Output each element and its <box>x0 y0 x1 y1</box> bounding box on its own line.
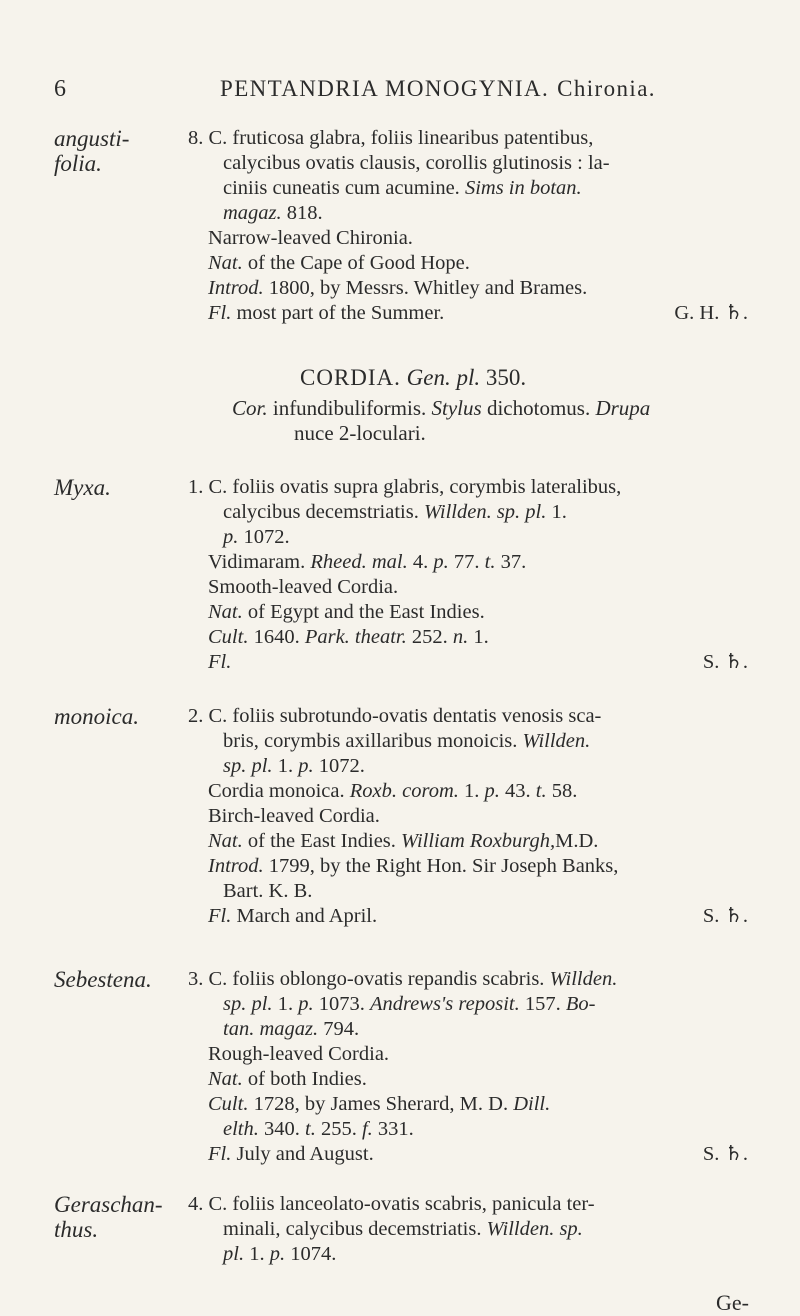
label: p. <box>269 1243 286 1265</box>
text: of both Indies. <box>242 1068 367 1090</box>
margin-note-sebestena: Sebestena. <box>54 967 152 992</box>
margin-note-angustifolia <box>54 126 184 176</box>
label: t. <box>535 780 547 802</box>
entry-line <box>188 1117 768 1142</box>
label: Nat. <box>208 252 243 274</box>
text: March and April. <box>231 905 378 927</box>
entry-line <box>188 600 768 625</box>
text: of the Cape of Good Hope. <box>242 252 470 274</box>
text: bris, corymbis axillaribus monoicis. <box>223 730 523 752</box>
entry-4-geraschanthus <box>188 1192 768 1267</box>
label: p. <box>223 526 239 548</box>
entry-line <box>188 904 768 929</box>
label: Stylus <box>431 396 482 420</box>
text: M.D. <box>555 830 599 852</box>
text: 157. <box>519 993 566 1015</box>
citation: Willden. <box>522 730 591 752</box>
text: 4. <box>407 551 434 573</box>
entry-line <box>188 1017 768 1042</box>
citation: tan. magaz. <box>223 1018 319 1040</box>
entry-line <box>188 1142 768 1167</box>
citation: Park. theatr. <box>304 626 407 648</box>
text: dichotomus. <box>481 396 596 420</box>
entry-2-monoica <box>188 704 768 929</box>
entry-line <box>188 1092 768 1117</box>
entry-line: 4. C. foliis lanceolato-ovatis scabris, panicula ter- <box>188 1193 595 1215</box>
entry-line <box>188 550 768 575</box>
entry-line <box>188 251 768 276</box>
entry-line <box>188 301 768 326</box>
label: p. <box>433 551 449 573</box>
text: most part of the Summer. <box>231 302 445 324</box>
habitat-symbol: S. ♄. <box>702 651 748 673</box>
citation: sp. pl. <box>223 755 273 777</box>
genus-definition <box>232 396 772 446</box>
label: n. <box>452 626 469 648</box>
label: Introd. <box>208 277 264 299</box>
running-title-text: PENTANDRIA MONOGYNIA. <box>220 76 550 101</box>
text: 77. <box>448 551 485 573</box>
entry-line <box>188 779 768 804</box>
text: infundibuliformis. <box>267 396 432 420</box>
entry-line <box>188 176 768 201</box>
label: Nat. <box>208 830 243 852</box>
citation: elth. <box>223 1118 259 1140</box>
text: 1. <box>458 780 485 802</box>
citation: Sims in botan. <box>464 177 582 199</box>
citation: Willden. sp. <box>486 1218 583 1240</box>
habitat-symbol: S. ♄. <box>702 1143 748 1165</box>
entry-line <box>188 754 768 779</box>
common-name: Smooth-leaved Cordia. <box>208 576 399 598</box>
entry-line <box>188 854 768 879</box>
entry-line: 1. C. foliis ovatis supra glabris, corymbis lateralibus, <box>188 476 622 498</box>
entry-line <box>188 1067 768 1092</box>
entry-line: 2. C. foliis subrotundo-ovatis dentatis venosis sca- <box>188 705 602 727</box>
habitat-symbol: G. H. ♄. <box>674 302 748 324</box>
margin-note-monoica: monoica. <box>54 704 139 729</box>
label: p. <box>484 780 500 802</box>
text: of the East Indies. <box>242 830 402 852</box>
text: 1. <box>244 1243 270 1265</box>
entry-line <box>188 829 768 854</box>
common-name: Rough-leaved Cordia. <box>208 1043 390 1065</box>
genus-heading <box>300 365 526 391</box>
text: of Egypt and the East Indies. <box>242 601 485 623</box>
text: 1728, by James Sherard, M. D. <box>248 1093 514 1115</box>
citation: Rheed. mal. <box>310 551 408 573</box>
label: f. <box>361 1118 373 1140</box>
margin-note-myxa: Myxa. <box>54 475 111 500</box>
entry-line <box>188 967 768 992</box>
entry-line <box>188 525 768 550</box>
entry-line <box>188 500 768 525</box>
label: p. <box>298 993 314 1015</box>
label: Cor. <box>232 396 268 420</box>
label: Cult. <box>208 626 249 648</box>
citation: Andrews's reposit. <box>369 993 520 1015</box>
page-header <box>0 72 800 108</box>
label: Cult. <box>208 1093 249 1115</box>
entry-line <box>188 276 768 301</box>
text: 1. <box>546 501 567 523</box>
text: 1072. <box>313 755 365 777</box>
text: 818. <box>281 202 323 224</box>
entry-line <box>188 201 768 226</box>
text: Vidimaram. <box>208 551 311 573</box>
person-name: William Roxburgh, <box>401 830 556 852</box>
entry-3-sebestena <box>188 967 768 1167</box>
common-name: Narrow-leaved Chironia. <box>208 227 413 249</box>
text: 37. <box>495 551 527 573</box>
label: Nat. <box>208 1068 243 1090</box>
entry-line: 8. C. fruticosa glabra, foliis linearibus patentibus, <box>188 127 594 149</box>
label: t. <box>484 551 496 573</box>
text: Cordia monoica. <box>208 780 350 802</box>
entry-line <box>188 1217 768 1242</box>
habitat-symbol: S. ♄. <box>702 905 748 927</box>
text: 1640. <box>248 626 305 648</box>
text: 340. <box>258 1118 305 1140</box>
margin-note-geraschanthus <box>54 1192 184 1242</box>
citation: magaz. <box>223 202 282 224</box>
entry-line: Bart. K. B. <box>223 880 313 902</box>
citation: pl. <box>223 1243 245 1265</box>
citation: Bo- <box>565 993 596 1015</box>
genus-name: CORDIA. <box>300 365 401 390</box>
page-number: 6 <box>54 76 66 102</box>
entry-8-angustifolia <box>188 126 768 326</box>
label: p. <box>298 755 314 777</box>
margin-note-line: Geraschan- <box>54 1192 163 1217</box>
text: 1. <box>272 755 299 777</box>
entry-line <box>188 1242 768 1267</box>
text: ciniis cuneatis cum acumine. <box>223 177 460 199</box>
entry-line <box>188 992 768 1017</box>
running-genus: Chironia. <box>557 76 656 101</box>
text: 1800, by Messrs. Whitley and Brames. <box>263 277 588 299</box>
label: Drupa <box>595 396 651 420</box>
label: Fl. <box>208 302 232 324</box>
entry-1-myxa <box>188 475 768 675</box>
citation: Roxb. corom. <box>349 780 459 802</box>
citation: Dill. <box>513 1093 551 1115</box>
text: 331. <box>372 1118 414 1140</box>
running-title <box>220 76 656 102</box>
catchword: Ge- <box>716 1290 749 1315</box>
text: July and August. <box>231 1143 374 1165</box>
margin-note-line: folia. <box>54 151 102 176</box>
entry-line: nuce 2-loculari. <box>294 421 426 445</box>
text: 1072. <box>238 526 290 548</box>
text: 350. <box>480 365 527 390</box>
text: 1. <box>272 993 299 1015</box>
text: 1799, by the Right Hon. Sir Joseph Banks, <box>263 855 619 877</box>
text: 3. C. foliis oblongo-ovatis repandis scabris. <box>188 968 550 990</box>
entry-line <box>188 625 768 650</box>
text: 1. <box>468 626 489 648</box>
label: Fl. <box>208 1143 232 1165</box>
label: Fl. <box>208 905 232 927</box>
citation: Willden. sp. pl. <box>423 501 547 523</box>
entry-line: calycibus ovatis clausis, corollis glutinosis : la- <box>223 152 610 174</box>
text: minali, calycibus decemstriatis. <box>223 1218 487 1240</box>
label: t. <box>305 1118 316 1140</box>
entry-line <box>188 650 768 675</box>
text: 794. <box>318 1018 360 1040</box>
text: 252. <box>406 626 453 648</box>
margin-note-line: angusti- <box>54 126 130 151</box>
label: Fl. <box>208 651 232 673</box>
entry-line <box>232 396 772 421</box>
label: Introd. <box>208 855 264 877</box>
text: 1074. <box>285 1243 337 1265</box>
label: Nat. <box>208 601 243 623</box>
text: 43. <box>499 780 536 802</box>
entry-line <box>188 729 768 754</box>
margin-note-line: thus. <box>54 1217 99 1242</box>
common-name: Birch-leaved Cordia. <box>208 805 380 827</box>
citation: sp. pl. <box>223 993 273 1015</box>
text: 1073. <box>313 993 370 1015</box>
text: 255. <box>315 1118 362 1140</box>
citation: Gen. pl. <box>406 365 481 390</box>
text: 58. <box>546 780 578 802</box>
citation: Willden. <box>549 968 618 990</box>
text: calycibus decemstriatis. <box>223 501 424 523</box>
